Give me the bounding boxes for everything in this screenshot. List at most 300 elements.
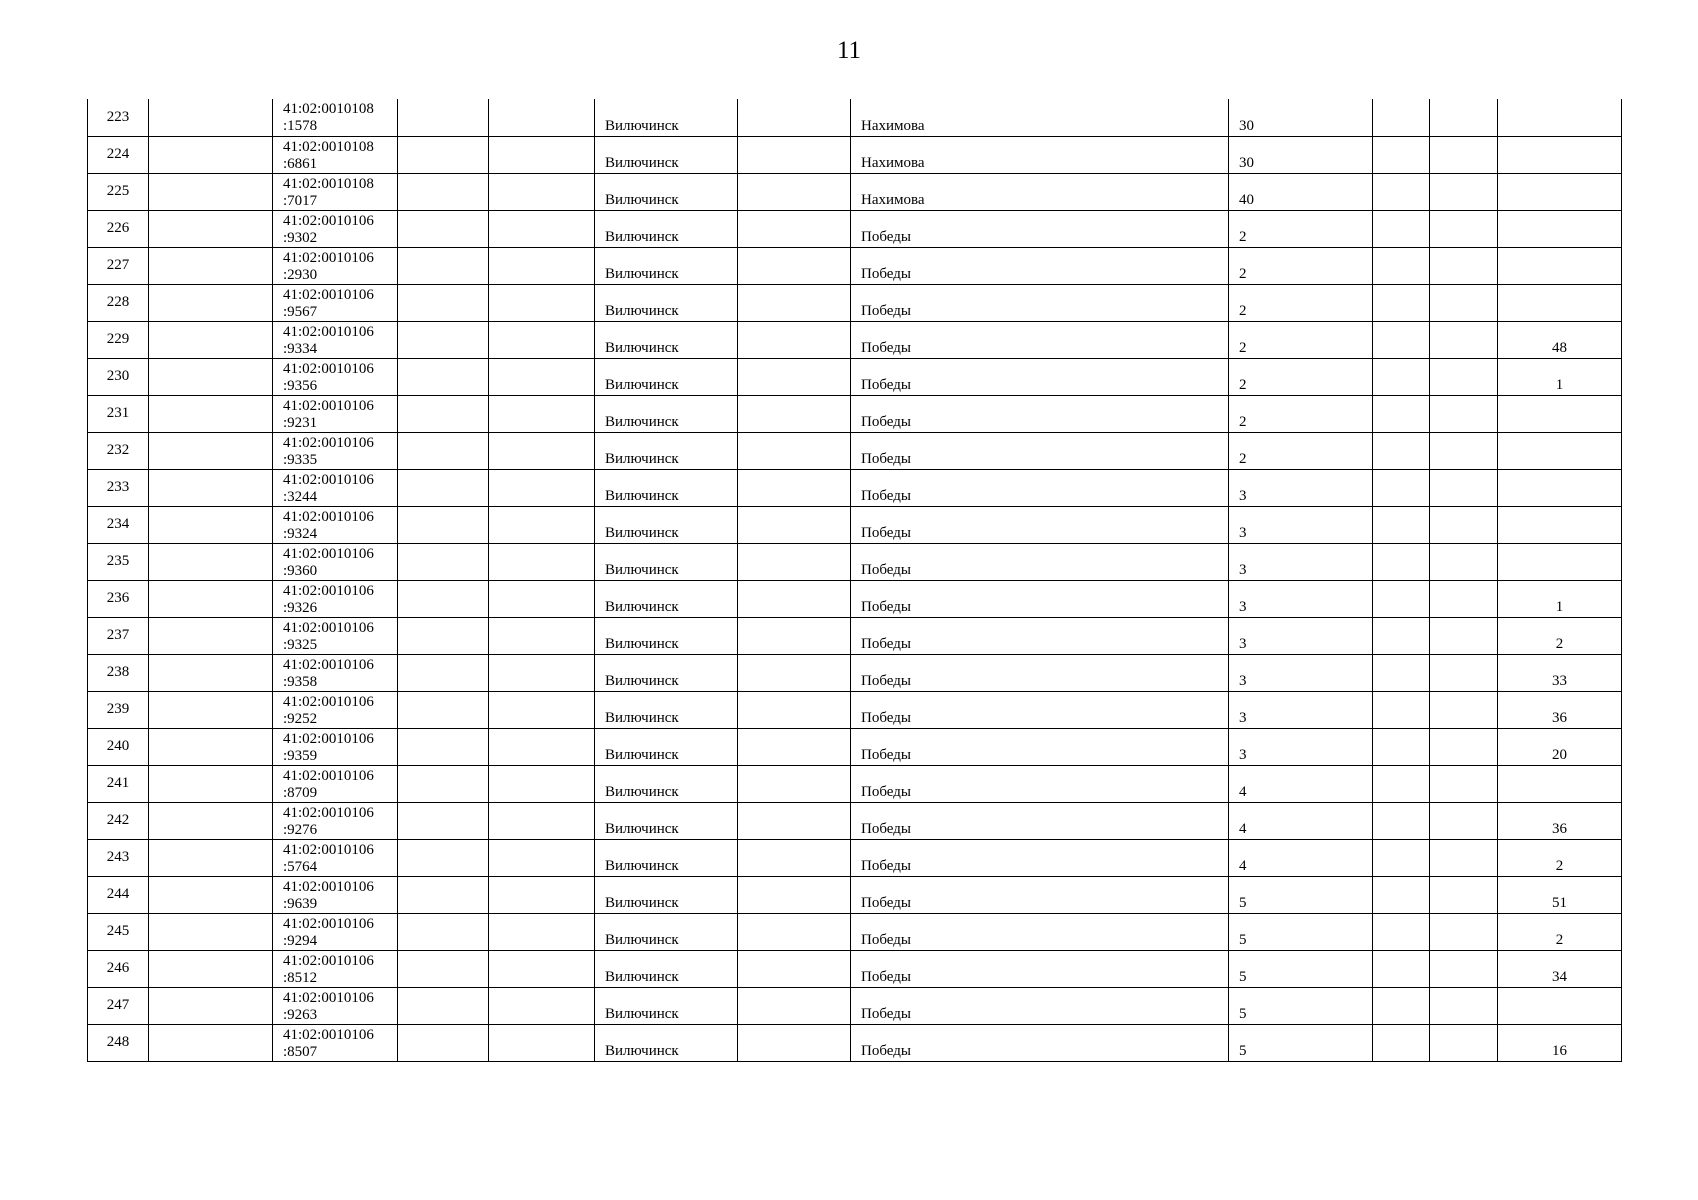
empty-cell [149, 321, 273, 358]
cadastral-number [273, 99, 398, 136]
street-cell: Победы [851, 950, 1229, 987]
empty-cell [398, 321, 489, 358]
empty-cell [149, 950, 273, 987]
empty-cell [1430, 765, 1498, 802]
empty-cell [149, 654, 273, 691]
empty-cell [398, 173, 489, 210]
empty-cell [738, 136, 851, 173]
street-cell: Нахимова [851, 173, 1229, 210]
cadastral-number-part1: 41:02:0010106 [283, 434, 374, 451]
empty-cell [489, 358, 595, 395]
empty-cell [489, 950, 595, 987]
cadastral-number-part2: :9360 [283, 562, 318, 579]
empty-cell [489, 839, 595, 876]
house-cell: 3 [1229, 506, 1373, 543]
house-cell: 3 [1229, 469, 1373, 506]
city-cell: Вилючинск [595, 950, 738, 987]
empty-cell [738, 284, 851, 321]
empty-cell [398, 284, 489, 321]
row-number: 244 [88, 876, 149, 913]
street-cell: Победы [851, 469, 1229, 506]
registry-table-body [88, 99, 1622, 1061]
empty-cell [1430, 1024, 1498, 1061]
flat-cell [1498, 247, 1622, 284]
empty-cell [489, 247, 595, 284]
cadastral-number-part2: :9294 [283, 932, 318, 949]
cadastral-number [273, 950, 398, 987]
empty-cell [1430, 321, 1498, 358]
cadastral-number-part2: :8709 [283, 784, 318, 801]
empty-cell [738, 99, 851, 136]
flat-cell [1498, 173, 1622, 210]
street-cell: Победы [851, 802, 1229, 839]
cadastral-number-part2: :9567 [283, 303, 318, 320]
table-row [88, 321, 1622, 358]
row-number: 243 [88, 839, 149, 876]
empty-cell [738, 913, 851, 950]
empty-cell [398, 432, 489, 469]
table-row [88, 950, 1622, 987]
empty-cell [149, 617, 273, 654]
empty-cell [738, 395, 851, 432]
flat-cell: 2 [1498, 839, 1622, 876]
empty-cell [149, 395, 273, 432]
row-number: 247 [88, 987, 149, 1024]
cadastral-number-part1: 41:02:0010106 [283, 989, 374, 1006]
cadastral-number-part1: 41:02:0010106 [283, 1026, 374, 1043]
row-number: 235 [88, 543, 149, 580]
empty-cell [489, 987, 595, 1024]
empty-cell [149, 247, 273, 284]
empty-cell [1373, 1024, 1430, 1061]
table-row [88, 654, 1622, 691]
row-number: 226 [88, 210, 149, 247]
empty-cell [1430, 580, 1498, 617]
street-cell: Победы [851, 284, 1229, 321]
empty-cell [398, 99, 489, 136]
table-row [88, 1024, 1622, 1061]
empty-cell [149, 506, 273, 543]
empty-cell [149, 99, 273, 136]
cadastral-number [273, 543, 398, 580]
table-row [88, 506, 1622, 543]
empty-cell [1430, 210, 1498, 247]
house-cell: 2 [1229, 432, 1373, 469]
empty-cell [489, 506, 595, 543]
empty-cell [1373, 913, 1430, 950]
cadastral-number-part1: 41:02:0010106 [283, 582, 374, 599]
empty-cell [1373, 617, 1430, 654]
city-cell: Вилючинск [595, 506, 738, 543]
table-row [88, 617, 1622, 654]
empty-cell [1373, 469, 1430, 506]
empty-cell [738, 950, 851, 987]
empty-cell [398, 691, 489, 728]
table-row [88, 469, 1622, 506]
cadastral-number-part2: :7017 [283, 192, 318, 209]
cadastral-number-part2: :3244 [283, 488, 318, 505]
city-cell: Вилючинск [595, 136, 738, 173]
empty-cell [149, 802, 273, 839]
row-number: 248 [88, 1024, 149, 1061]
row-number: 223 [88, 99, 149, 136]
cadastral-number [273, 284, 398, 321]
cadastral-number-part2: :8507 [283, 1043, 318, 1060]
empty-cell [1430, 173, 1498, 210]
table-row [88, 691, 1622, 728]
house-cell: 4 [1229, 765, 1373, 802]
cadastral-number [273, 395, 398, 432]
empty-cell [738, 432, 851, 469]
row-number: 240 [88, 728, 149, 765]
flat-cell [1498, 395, 1622, 432]
empty-cell [1430, 469, 1498, 506]
empty-cell [398, 1024, 489, 1061]
empty-cell [738, 617, 851, 654]
cadastral-number [273, 136, 398, 173]
cadastral-number [273, 617, 398, 654]
empty-cell [1373, 876, 1430, 913]
empty-cell [149, 691, 273, 728]
empty-cell [398, 395, 489, 432]
table-row [88, 358, 1622, 395]
empty-cell [1373, 284, 1430, 321]
empty-cell [738, 469, 851, 506]
empty-cell [738, 1024, 851, 1061]
empty-cell [738, 358, 851, 395]
empty-cell [738, 728, 851, 765]
cadastral-number-part2: :8512 [283, 969, 318, 986]
house-cell: 5 [1229, 1024, 1373, 1061]
empty-cell [489, 617, 595, 654]
empty-cell [398, 950, 489, 987]
row-number: 236 [88, 580, 149, 617]
cadastral-number-part1: 41:02:0010106 [283, 249, 374, 266]
empty-cell [738, 210, 851, 247]
page-number: 11 [836, 37, 862, 64]
row-number: 224 [88, 136, 149, 173]
table-row [88, 802, 1622, 839]
cadastral-number [273, 469, 398, 506]
house-cell: 30 [1229, 136, 1373, 173]
empty-cell [1430, 839, 1498, 876]
cadastral-number-part1: 41:02:0010106 [283, 323, 374, 340]
street-cell: Победы [851, 321, 1229, 358]
empty-cell [149, 765, 273, 802]
cadastral-number-part1: 41:02:0010106 [283, 767, 374, 784]
empty-cell [1373, 321, 1430, 358]
empty-cell [149, 913, 273, 950]
empty-cell [489, 432, 595, 469]
cadastral-number [273, 876, 398, 913]
empty-cell [1430, 136, 1498, 173]
empty-cell [1430, 691, 1498, 728]
street-cell: Победы [851, 765, 1229, 802]
flat-cell: 36 [1498, 691, 1622, 728]
cadastral-number [273, 839, 398, 876]
cadastral-number-part1: 41:02:0010106 [283, 804, 374, 821]
house-cell: 3 [1229, 580, 1373, 617]
empty-cell [1373, 506, 1430, 543]
house-cell: 4 [1229, 802, 1373, 839]
empty-cell [489, 136, 595, 173]
cadastral-number-part1: 41:02:0010106 [283, 841, 374, 858]
empty-cell [1430, 654, 1498, 691]
empty-cell [489, 395, 595, 432]
cadastral-number-part2: :1578 [283, 118, 318, 134]
flat-cell: 36 [1498, 802, 1622, 839]
empty-cell [738, 839, 851, 876]
empty-cell [149, 432, 273, 469]
row-number: 242 [88, 802, 149, 839]
empty-cell [489, 691, 595, 728]
street-cell: Нахимова [851, 136, 1229, 173]
table-row [88, 987, 1622, 1024]
flat-cell: 2 [1498, 913, 1622, 950]
empty-cell [738, 173, 851, 210]
street-cell: Победы [851, 987, 1229, 1024]
empty-cell [489, 1024, 595, 1061]
empty-cell [1373, 247, 1430, 284]
street-cell: Победы [851, 506, 1229, 543]
cadastral-number-part1: 41:02:0010106 [283, 508, 374, 525]
cadastral-number [273, 765, 398, 802]
cadastral-number-part1: 41:02:0010108 [283, 101, 374, 117]
empty-cell [149, 1024, 273, 1061]
table-row [88, 580, 1622, 617]
table-row [88, 395, 1622, 432]
cadastral-number-part2: :2930 [283, 266, 318, 283]
empty-cell [149, 469, 273, 506]
empty-cell [1430, 432, 1498, 469]
cadastral-number-part1: 41:02:0010108 [283, 175, 374, 192]
empty-cell [149, 173, 273, 210]
table-row [88, 173, 1622, 210]
row-number: 237 [88, 617, 149, 654]
house-cell: 2 [1229, 247, 1373, 284]
house-cell: 30 [1229, 99, 1373, 136]
cadastral-number [273, 173, 398, 210]
street-cell: Победы [851, 432, 1229, 469]
empty-cell [1430, 358, 1498, 395]
street-cell: Победы [851, 728, 1229, 765]
city-cell: Вилючинск [595, 987, 738, 1024]
empty-cell [1430, 99, 1498, 136]
empty-cell [1373, 395, 1430, 432]
empty-cell [1373, 728, 1430, 765]
empty-cell [1373, 543, 1430, 580]
table-row [88, 136, 1622, 173]
empty-cell [149, 543, 273, 580]
empty-cell [1373, 950, 1430, 987]
row-number: 230 [88, 358, 149, 395]
city-cell: Вилючинск [595, 543, 738, 580]
house-cell: 3 [1229, 543, 1373, 580]
flat-cell [1498, 987, 1622, 1024]
flat-cell: 51 [1498, 876, 1622, 913]
empty-cell [398, 543, 489, 580]
empty-cell [489, 876, 595, 913]
flat-cell [1498, 99, 1622, 136]
empty-cell [489, 765, 595, 802]
flat-cell [1498, 469, 1622, 506]
cadastral-number [273, 802, 398, 839]
city-cell: Вилючинск [595, 839, 738, 876]
flat-cell [1498, 765, 1622, 802]
table-row [88, 210, 1622, 247]
row-number: 228 [88, 284, 149, 321]
house-cell: 5 [1229, 876, 1373, 913]
row-number: 238 [88, 654, 149, 691]
empty-cell [398, 469, 489, 506]
cadastral-number-part2: :9356 [283, 377, 318, 394]
cadastral-number-part2: :9359 [283, 747, 318, 764]
empty-cell [489, 580, 595, 617]
house-cell: 5 [1229, 913, 1373, 950]
empty-cell [738, 876, 851, 913]
empty-cell [1373, 432, 1430, 469]
cadastral-number [273, 580, 398, 617]
row-number: 232 [88, 432, 149, 469]
empty-cell [1430, 728, 1498, 765]
house-cell: 2 [1229, 284, 1373, 321]
empty-cell [1373, 210, 1430, 247]
row-number: 239 [88, 691, 149, 728]
city-cell: Вилючинск [595, 321, 738, 358]
city-cell: Вилючинск [595, 395, 738, 432]
cadastral-number-part2: :9335 [283, 451, 318, 468]
city-cell: Вилючинск [595, 432, 738, 469]
empty-cell [398, 210, 489, 247]
empty-cell [489, 913, 595, 950]
empty-cell [149, 358, 273, 395]
empty-cell [738, 802, 851, 839]
street-cell: Победы [851, 654, 1229, 691]
city-cell: Вилючинск [595, 284, 738, 321]
empty-cell [1430, 802, 1498, 839]
cadastral-number-part1: 41:02:0010106 [283, 619, 374, 636]
cadastral-number-part2: :6861 [283, 155, 318, 172]
cadastral-number-part2: :9639 [283, 895, 318, 912]
row-number: 241 [88, 765, 149, 802]
row-number: 234 [88, 506, 149, 543]
flat-cell [1498, 506, 1622, 543]
empty-cell [738, 543, 851, 580]
empty-cell [1430, 950, 1498, 987]
flat-cell [1498, 432, 1622, 469]
city-cell: Вилючинск [595, 654, 738, 691]
registry-table [87, 99, 1622, 1062]
flat-cell: 33 [1498, 654, 1622, 691]
flat-cell: 16 [1498, 1024, 1622, 1061]
table-row [88, 284, 1622, 321]
flat-cell: 2 [1498, 617, 1622, 654]
cadastral-number [273, 987, 398, 1024]
empty-cell [398, 913, 489, 950]
cadastral-number-part2: :9325 [283, 636, 318, 653]
flat-cell: 1 [1498, 358, 1622, 395]
cadastral-number [273, 1024, 398, 1061]
empty-cell [738, 654, 851, 691]
empty-cell [149, 876, 273, 913]
cadastral-number [273, 506, 398, 543]
cadastral-number-part2: :9302 [283, 229, 318, 246]
street-cell: Нахимова [851, 99, 1229, 136]
row-number: 231 [88, 395, 149, 432]
cadastral-number [273, 913, 398, 950]
cadastral-number-part2: :9334 [283, 340, 318, 357]
cadastral-number-part2: :9231 [283, 414, 318, 431]
empty-cell [489, 321, 595, 358]
cadastral-number [273, 247, 398, 284]
street-cell: Победы [851, 617, 1229, 654]
empty-cell [1373, 136, 1430, 173]
house-cell: 3 [1229, 691, 1373, 728]
flat-cell [1498, 284, 1622, 321]
empty-cell [1430, 284, 1498, 321]
cadastral-number-part1: 41:02:0010106 [283, 730, 374, 747]
city-cell: Вилючинск [595, 802, 738, 839]
cadastral-number-part1: 41:02:0010106 [283, 545, 374, 562]
table-row [88, 99, 1622, 136]
house-cell: 2 [1229, 321, 1373, 358]
row-number: 227 [88, 247, 149, 284]
street-cell: Победы [851, 876, 1229, 913]
empty-cell [149, 284, 273, 321]
empty-cell [489, 173, 595, 210]
empty-cell [1430, 617, 1498, 654]
empty-cell [1373, 802, 1430, 839]
house-cell: 4 [1229, 839, 1373, 876]
empty-cell [738, 247, 851, 284]
empty-cell [1373, 987, 1430, 1024]
city-cell: Вилючинск [595, 173, 738, 210]
empty-cell [1373, 99, 1430, 136]
empty-cell [398, 987, 489, 1024]
cadastral-number-part2: :9358 [283, 673, 318, 690]
empty-cell [1373, 691, 1430, 728]
table-row [88, 728, 1622, 765]
row-number: 229 [88, 321, 149, 358]
empty-cell [738, 987, 851, 1024]
street-cell: Победы [851, 580, 1229, 617]
street-cell: Победы [851, 395, 1229, 432]
empty-cell [1430, 506, 1498, 543]
empty-cell [738, 321, 851, 358]
house-cell: 3 [1229, 728, 1373, 765]
empty-cell [1373, 839, 1430, 876]
cadastral-number-part1: 41:02:0010106 [283, 397, 374, 414]
empty-cell [489, 728, 595, 765]
empty-cell [149, 210, 273, 247]
cadastral-number [273, 691, 398, 728]
house-cell: 3 [1229, 654, 1373, 691]
empty-cell [149, 987, 273, 1024]
city-cell: Вилючинск [595, 210, 738, 247]
cadastral-number-part2: :9276 [283, 821, 318, 838]
table-row [88, 432, 1622, 469]
empty-cell [149, 728, 273, 765]
empty-cell [1430, 913, 1498, 950]
empty-cell [1373, 173, 1430, 210]
empty-cell [1373, 765, 1430, 802]
street-cell: Победы [851, 691, 1229, 728]
empty-cell [398, 580, 489, 617]
cadastral-number-part2: :9263 [283, 1006, 318, 1023]
city-cell: Вилючинск [595, 580, 738, 617]
house-cell: 3 [1229, 617, 1373, 654]
house-cell: 2 [1229, 358, 1373, 395]
